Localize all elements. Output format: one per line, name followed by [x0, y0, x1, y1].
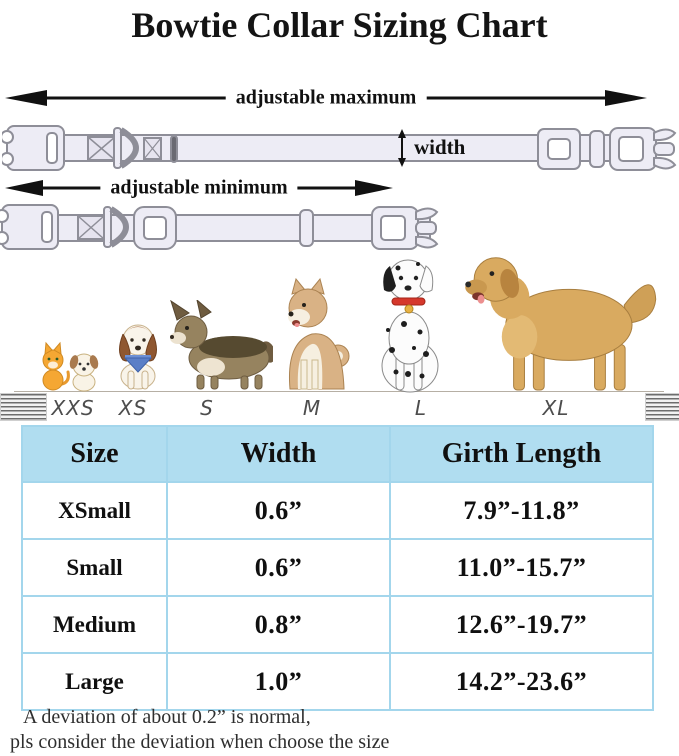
dalmatian-illustration-l [368, 254, 452, 394]
cell-xsmall-width: 0.6” [168, 483, 389, 538]
header-cell-girth: Girth Length [391, 427, 652, 481]
scale-label-xs: XS [118, 396, 148, 420]
deviation-note [10, 705, 389, 755]
cell-small-width: 0.6” [168, 540, 389, 595]
square-loop-icon [134, 207, 176, 249]
sizing-table [21, 425, 654, 711]
cell-medium-girth: 12.6”-19.7” [391, 597, 652, 652]
cat-and-puppy-illustration-xxs [38, 338, 100, 392]
cell-medium-width: 0.8” [168, 597, 389, 652]
scale-label-s: S [200, 396, 214, 420]
cell-medium-size: Medium [23, 597, 166, 652]
width-label: width [414, 135, 466, 159]
scale-label-l: L [414, 396, 428, 420]
cell-large-girth: 14.2”-23.6” [391, 654, 652, 709]
basset-hound-illustration-xs [112, 316, 164, 390]
cell-small-girth: 11.0”-15.7” [391, 540, 652, 595]
cell-small-size: Small [23, 540, 166, 595]
deviation-note-line2: pls consider the deviation when choose the size [10, 731, 390, 753]
cell-large-size: Large [23, 654, 166, 709]
collar-minimum-illustration [0, 199, 460, 257]
page-title: Bowtie Collar Sizing Chart [131, 5, 548, 45]
keeper-bar-icon [300, 210, 313, 246]
header-cell-width: Width [168, 427, 389, 481]
header-cell-size: Size [23, 427, 166, 481]
measuring-tape-left-icon [0, 393, 47, 421]
cell-xsmall-girth: 7.9”-11.8” [391, 483, 652, 538]
adjustable-minimum-label: adjustable minimum [100, 177, 297, 200]
left-buckle-icon [0, 205, 58, 249]
strap-bar-icon [171, 136, 177, 162]
measuring-tape-right-icon [645, 393, 679, 421]
right-slider-icon [538, 129, 580, 169]
scale-label-m: M [302, 396, 322, 420]
slider-icon [78, 216, 104, 239]
corgi-illustration-s [167, 300, 273, 390]
adjustable-maximum-label: adjustable maximum [226, 87, 427, 110]
right-buckle-icon [372, 207, 437, 249]
scale-label-xl: XL [542, 396, 570, 420]
left-buckle-icon [2, 126, 64, 170]
scale-label-xxs: XXS [51, 396, 95, 420]
deviation-note-line1: A deviation of about 0.2” is normal, [23, 706, 311, 728]
shiba-inu-illustration-m [272, 278, 352, 390]
adjustable-minimum-dimension [5, 177, 393, 199]
keeper-bar-icon [590, 131, 604, 167]
collar-maximum-illustration [2, 120, 677, 178]
slider-icon [88, 137, 115, 160]
cell-large-width: 1.0” [168, 654, 389, 709]
right-buckle-icon [610, 128, 675, 170]
adjustable-maximum-dimension [5, 86, 647, 110]
golden-retriever-illustration-xl [457, 242, 663, 392]
stitch-box-icon [144, 138, 161, 159]
cell-xsmall-size: XSmall [23, 483, 166, 538]
